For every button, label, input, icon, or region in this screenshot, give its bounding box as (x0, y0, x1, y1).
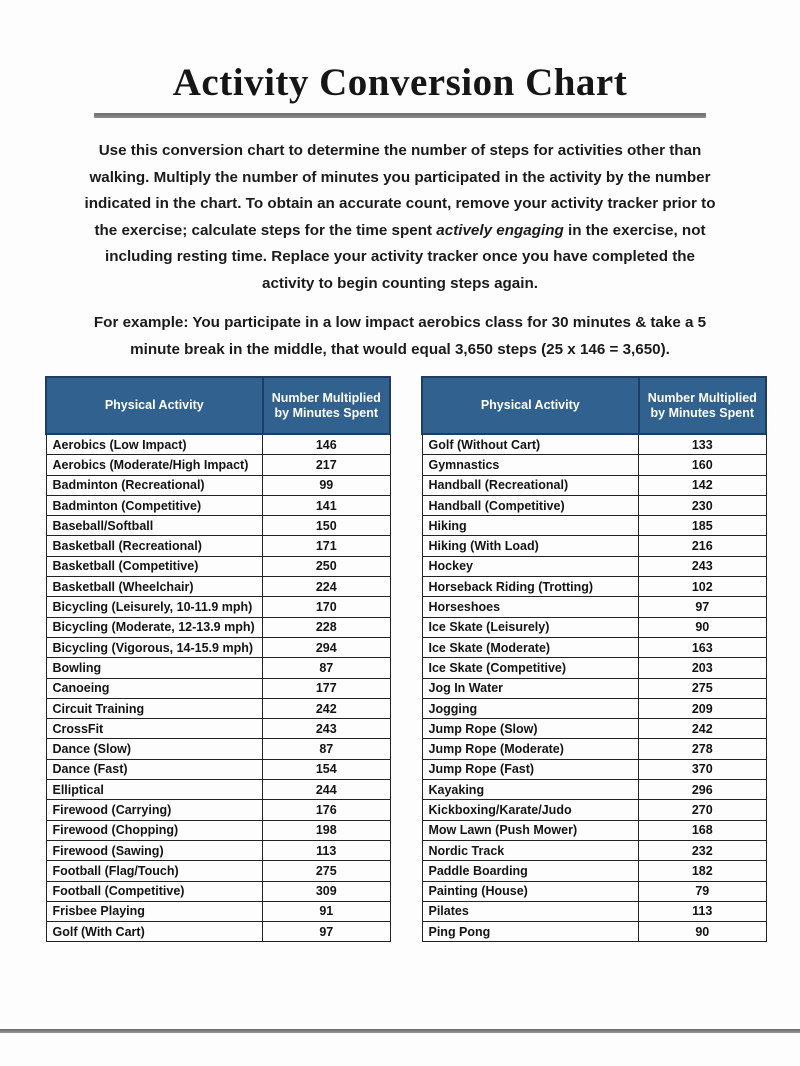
activity-cell: Circuit Training (46, 698, 263, 718)
activity-cell: Bowling (46, 658, 263, 678)
multiplier-cell: 87 (263, 658, 390, 678)
table-row (422, 901, 766, 921)
activity-cell: Aerobics (Low Impact) (46, 434, 263, 455)
multiplier-cell: 217 (263, 455, 390, 475)
multiplier-cell: 90 (639, 922, 766, 942)
multiplier-cell: 87 (263, 739, 390, 759)
table-row (422, 617, 766, 637)
intro-italic-text: actively engaging (436, 221, 564, 239)
activity-cell: Aerobics (Moderate/High Impact) (46, 455, 263, 475)
table-row (422, 840, 766, 860)
table-row (46, 698, 390, 718)
multiplier-cell: 168 (639, 820, 766, 840)
table-row (46, 658, 390, 678)
activity-cell: Badminton (Competitive) (46, 495, 263, 515)
table-row (422, 556, 766, 576)
multiplier-cell: 309 (263, 881, 390, 901)
header-number-multiplied: Number Multiplied by Minutes Spent (639, 377, 766, 434)
table-row (422, 597, 766, 617)
table-row (422, 658, 766, 678)
activity-cell: Basketball (Wheelchair) (46, 577, 263, 597)
header-physical-activity: Physical Activity (46, 377, 263, 434)
activity-cell: Kayaking (422, 780, 639, 800)
activity-cell: Golf (With Cart) (46, 922, 263, 942)
table-row (46, 861, 390, 881)
table-row (422, 820, 766, 840)
header-number-multiplied: Number Multiplied by Minutes Spent (263, 377, 390, 434)
table-row (46, 577, 390, 597)
multiplier-cell: 146 (263, 434, 390, 455)
multiplier-cell: 91 (263, 901, 390, 921)
multiplier-cell: 170 (263, 597, 390, 617)
activity-cell: Firewood (Chopping) (46, 820, 263, 840)
activity-cell: Handball (Competitive) (422, 495, 639, 515)
intro-text: in the exercise, not including resting time. Replace your activity tracker once you have completed the activity to begin counting steps again. (105, 221, 706, 292)
activity-cell: Horseback Riding (Trotting) (422, 577, 639, 597)
multiplier-cell: 296 (639, 780, 766, 800)
activity-cell: Handball (Recreational) (422, 475, 639, 495)
multiplier-cell: 198 (263, 820, 390, 840)
multiplier-cell: 133 (639, 434, 766, 455)
table-row (46, 800, 390, 820)
activity-cell: Bicycling (Moderate, 12-13.9 mph) (46, 617, 263, 637)
activity-cell: Football (Competitive) (46, 881, 263, 901)
multiplier-cell: 171 (263, 536, 390, 556)
activity-table-right (421, 376, 767, 942)
table-row (422, 434, 766, 455)
table-row (422, 719, 766, 739)
table-row (422, 577, 766, 597)
activity-cell: Basketball (Competitive) (46, 556, 263, 576)
table-row (422, 922, 766, 942)
table-row (422, 698, 766, 718)
activity-cell: Hiking (422, 516, 639, 536)
activity-cell: Football (Flag/Touch) (46, 861, 263, 881)
intro-text: Use this conversion chart to determine the number of steps for activities other than walking. Multiply the number of minutes you participated in the activity by the number indicated in the chart. To obtain an accurate count, remove your activity tracker prior to the exercise; calculate steps for the time spent (84, 142, 716, 239)
activity-cell: Dance (Slow) (46, 739, 263, 759)
multiplier-cell: 102 (639, 577, 766, 597)
table-row (46, 434, 390, 455)
multiplier-cell: 224 (263, 577, 390, 597)
activity-cell: CrossFit (46, 719, 263, 739)
multiplier-cell: 244 (263, 780, 390, 800)
multiplier-cell: 90 (639, 617, 766, 637)
multiplier-cell: 243 (639, 556, 766, 576)
multiplier-cell: 182 (639, 861, 766, 881)
multiplier-cell: 294 (263, 637, 390, 657)
multiplier-cell: 275 (639, 678, 766, 698)
table-row (46, 881, 390, 901)
activity-cell: Badminton (Recreational) (46, 475, 263, 495)
multiplier-cell: 370 (639, 759, 766, 779)
activity-cell: Ice Skate (Moderate) (422, 637, 639, 657)
table-row (46, 617, 390, 637)
table-row (422, 678, 766, 698)
multiplier-cell: 250 (263, 556, 390, 576)
table-row (422, 881, 766, 901)
title-divider-rule (94, 113, 706, 118)
activity-table-left (45, 376, 391, 942)
multiplier-cell: 275 (263, 861, 390, 881)
table-row (422, 800, 766, 820)
activity-cell: Mow Lawn (Push Mower) (422, 820, 639, 840)
activity-cell: Jog In Water (422, 678, 639, 698)
activity-cell: Pilates (422, 901, 639, 921)
activity-cell: Elliptical (46, 780, 263, 800)
page-title: Activity Conversion Chart (172, 61, 628, 104)
table-row (422, 739, 766, 759)
table-row (46, 678, 390, 698)
activity-cell: Basketball (Recreational) (46, 536, 263, 556)
table-row (422, 455, 766, 475)
multiplier-cell: 163 (639, 637, 766, 657)
table-row (422, 516, 766, 536)
table-row (46, 475, 390, 495)
multiplier-cell: 232 (639, 840, 766, 860)
multiplier-cell: 97 (639, 597, 766, 617)
activity-cell: Firewood (Carrying) (46, 800, 263, 820)
multiplier-cell: 185 (639, 516, 766, 536)
multiplier-cell: 160 (639, 455, 766, 475)
table-row (422, 637, 766, 657)
activity-cell: Horseshoes (422, 597, 639, 617)
multiplier-cell: 177 (263, 678, 390, 698)
multiplier-cell: 150 (263, 516, 390, 536)
table-row (46, 597, 390, 617)
activity-cell: Bicycling (Vigorous, 14-15.9 mph) (46, 637, 263, 657)
table-row (422, 780, 766, 800)
table-row (46, 637, 390, 657)
activity-cell: Gymnastics (422, 455, 639, 475)
activity-cell: Baseball/Softball (46, 516, 263, 536)
multiplier-cell: 176 (263, 800, 390, 820)
multiplier-cell: 113 (263, 840, 390, 860)
header-physical-activity: Physical Activity (422, 377, 639, 434)
activity-cell: Bicycling (Leisurely, 10-11.9 mph) (46, 597, 263, 617)
table-row (422, 536, 766, 556)
conversion-tables (45, 376, 767, 942)
multiplier-cell: 154 (263, 759, 390, 779)
multiplier-cell: 79 (639, 881, 766, 901)
multiplier-cell: 278 (639, 739, 766, 759)
multiplier-cell: 230 (639, 495, 766, 515)
activity-cell: Ping Pong (422, 922, 639, 942)
table-row (46, 780, 390, 800)
multiplier-cell: 209 (639, 698, 766, 718)
example-paragraph: For example: You participate in a low impact aerobics class for 30 minutes & take a 5 minute break in the middle, that would equal 3,650 steps (25 x 146 = 3,650). (93, 314, 707, 358)
multiplier-cell: 242 (263, 698, 390, 718)
multiplier-cell: 270 (639, 800, 766, 820)
activity-cell: Jump Rope (Moderate) (422, 739, 639, 759)
table-row (46, 922, 390, 942)
activity-cell: Paddle Boarding (422, 861, 639, 881)
table-row (46, 759, 390, 779)
table-row (422, 495, 766, 515)
table-row (422, 475, 766, 495)
multiplier-cell: 142 (639, 475, 766, 495)
multiplier-cell: 113 (639, 901, 766, 921)
multiplier-cell: 228 (263, 617, 390, 637)
table-row (46, 901, 390, 921)
activity-cell: Hockey (422, 556, 639, 576)
multiplier-cell: 216 (639, 536, 766, 556)
table-row (46, 455, 390, 475)
activity-cell: Nordic Track (422, 840, 639, 860)
activity-cell: Jogging (422, 698, 639, 718)
table-row (46, 536, 390, 556)
activity-cell: Golf (Without Cart) (422, 434, 639, 455)
table-row (46, 739, 390, 759)
activity-cell: Kickboxing/Karate/Judo (422, 800, 639, 820)
multiplier-cell: 97 (263, 922, 390, 942)
activity-cell: Jump Rope (Slow) (422, 719, 639, 739)
table-row (46, 820, 390, 840)
activity-cell: Hiking (With Load) (422, 536, 639, 556)
activity-cell: Dance (Fast) (46, 759, 263, 779)
table-row (46, 719, 390, 739)
activity-cell: Canoeing (46, 678, 263, 698)
activity-cell: Ice Skate (Leisurely) (422, 617, 639, 637)
table-row (422, 861, 766, 881)
intro-paragraph (80, 138, 720, 297)
table-header-row (422, 377, 766, 434)
multiplier-cell: 243 (263, 719, 390, 739)
activity-cell: Jump Rope (Fast) (422, 759, 639, 779)
table-row (422, 759, 766, 779)
multiplier-cell: 99 (263, 475, 390, 495)
table-row (46, 840, 390, 860)
activity-cell: Firewood (Sawing) (46, 840, 263, 860)
activity-cell: Ice Skate (Competitive) (422, 658, 639, 678)
multiplier-cell: 242 (639, 719, 766, 739)
multiplier-cell: 141 (263, 495, 390, 515)
footer-divider-rule (0, 1029, 800, 1033)
table-row (46, 495, 390, 515)
activity-cell: Frisbee Playing (46, 901, 263, 921)
activity-cell: Painting (House) (422, 881, 639, 901)
table-row (46, 556, 390, 576)
multiplier-cell: 203 (639, 658, 766, 678)
table-header-row (46, 377, 390, 434)
table-row (46, 516, 390, 536)
